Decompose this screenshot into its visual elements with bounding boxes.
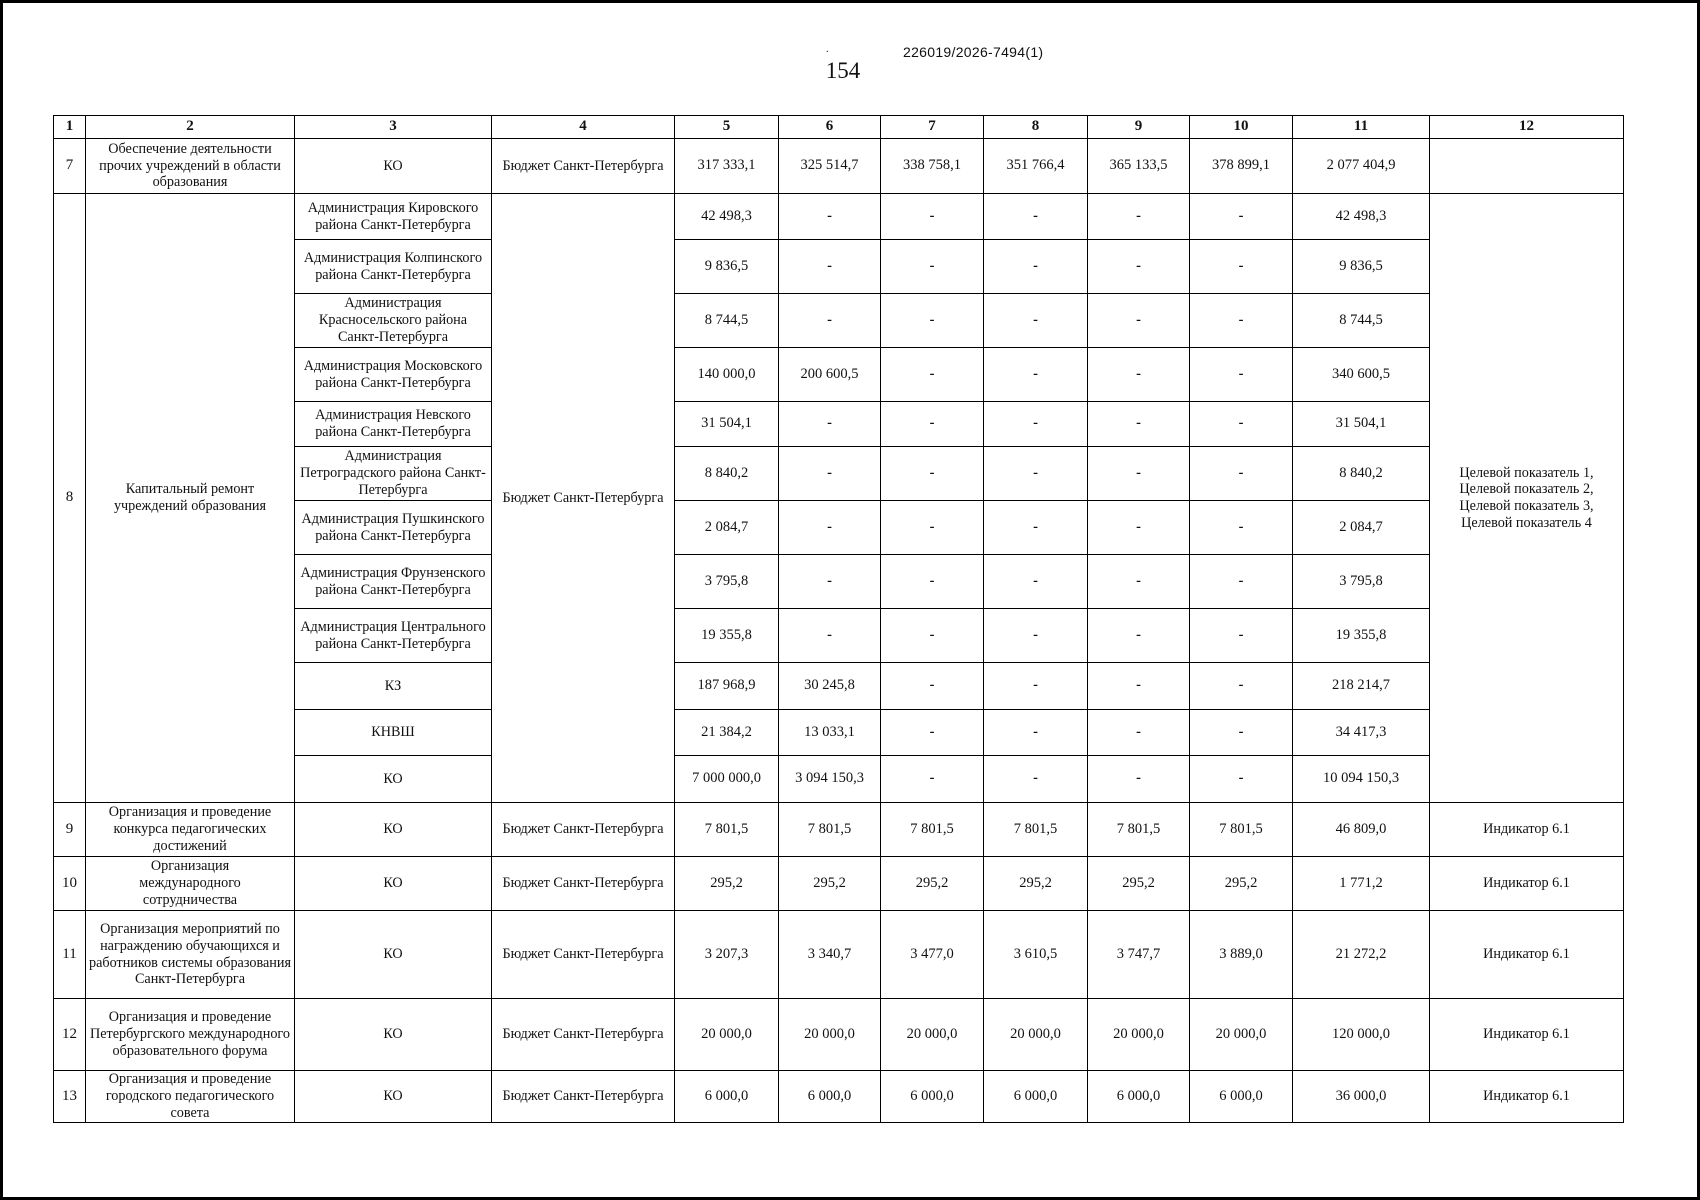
executor: КЗ [295,663,492,710]
activity-name: Обеспечение деятельности прочих учреждений в области образования [86,139,295,194]
value-cell: - [1088,609,1190,663]
activity-name: Капитальный ремонт учреждений образования [86,194,295,803]
row-number: 11 [54,911,86,999]
executor: Администрация Пушкинского района Санкт-Петербурга [295,501,492,555]
value-cell: 378 899,1 [1190,139,1293,194]
total-cell: 21 272,2 [1293,911,1430,999]
value-cell: 365 133,5 [1088,139,1190,194]
value-cell: 6 000,0 [984,1071,1088,1123]
value-cell: - [1190,663,1293,710]
value-cell: 295,2 [881,857,984,911]
total-cell: 19 355,8 [1293,609,1430,663]
activity-name: Организация и проведение конкурса педагогических достижений [86,803,295,857]
value-cell: - [1190,402,1293,447]
value-cell: - [779,609,881,663]
value-cell: 6 000,0 [1088,1071,1190,1123]
column-header: 1 [54,116,86,139]
funding-source: Бюджет Санкт-Петербурга [492,857,675,911]
value-cell: - [1190,294,1293,348]
value-cell: 3 340,7 [779,911,881,999]
table-row [54,139,1624,194]
row-number: 7 [54,139,86,194]
value-cell: - [779,402,881,447]
value-cell: - [1088,402,1190,447]
document-code: 226019/2026-7494(1) [903,44,1044,60]
column-header: 5 [675,116,779,139]
value-cell: 6 000,0 [779,1071,881,1123]
total-cell: 34 417,3 [1293,710,1430,756]
value-cell: - [984,402,1088,447]
value-cell: 42 498,3 [675,194,779,240]
value-cell: - [1190,555,1293,609]
table-row [54,857,1624,911]
table-row [54,911,1624,999]
value-cell: 3 094 150,3 [779,756,881,803]
value-cell: 8 744,5 [675,294,779,348]
value-cell: 6 000,0 [675,1071,779,1123]
value-cell: 30 245,8 [779,663,881,710]
page-number: 154 [825,58,861,83]
value-cell: 20 000,0 [779,999,881,1071]
value-cell: - [1088,447,1190,501]
value-cell: 3 610,5 [984,911,1088,999]
value-cell: - [1088,294,1190,348]
value-cell: 295,2 [675,857,779,911]
value-cell: 6 000,0 [1190,1071,1293,1123]
value-cell: - [984,240,1088,294]
value-cell: 3 207,3 [675,911,779,999]
value-cell: - [779,555,881,609]
table-row [54,194,1624,240]
value-cell: - [984,756,1088,803]
value-cell: - [1088,710,1190,756]
value-cell: - [1088,194,1190,240]
indicator-cell: Индикатор 6.1 [1430,1071,1624,1123]
total-cell: 42 498,3 [1293,194,1430,240]
value-cell: 20 000,0 [675,999,779,1071]
value-cell: - [984,555,1088,609]
indicator-cell [1430,139,1624,194]
value-cell: 7 801,5 [1190,803,1293,857]
value-cell: 295,2 [1190,857,1293,911]
value-cell: - [1190,501,1293,555]
value-cell: 3 889,0 [1190,911,1293,999]
value-cell: 13 033,1 [779,710,881,756]
value-cell: - [881,402,984,447]
value-cell: - [984,348,1088,402]
total-cell: 46 809,0 [1293,803,1430,857]
executor: Администрация Фрунзенского района Санкт-Петербурга [295,555,492,609]
executor: КО [295,756,492,803]
value-cell: 8 840,2 [675,447,779,501]
value-cell: 20 000,0 [1088,999,1190,1071]
value-cell: 3 747,7 [1088,911,1190,999]
value-cell: - [881,348,984,402]
value-cell: - [881,756,984,803]
value-cell: 2 084,7 [675,501,779,555]
funding-source: Бюджет Санкт-Петербурга [492,911,675,999]
value-cell: 3 477,0 [881,911,984,999]
value-cell: 7 801,5 [881,803,984,857]
value-cell: - [779,501,881,555]
value-cell: 295,2 [779,857,881,911]
value-cell: - [881,194,984,240]
value-cell: 295,2 [1088,857,1190,911]
value-cell: - [984,663,1088,710]
value-cell: - [984,609,1088,663]
value-cell: 140 000,0 [675,348,779,402]
value-cell: 9 836,5 [675,240,779,294]
value-cell: - [1190,447,1293,501]
column-header: 11 [1293,116,1430,139]
column-header: 3 [295,116,492,139]
executor: Администрация Красносельского района Санкт-Петербурга [295,294,492,348]
total-cell: 1 771,2 [1293,857,1430,911]
value-cell: - [881,555,984,609]
indicator-cell: Целевой показатель 1, Целевой показатель 2, Целевой показатель 3, Целевой показатель 4 [1430,194,1624,803]
value-cell: - [881,609,984,663]
value-cell: - [779,447,881,501]
activity-name: Организация международного сотрудничества [86,857,295,911]
total-cell: 218 214,7 [1293,663,1430,710]
value-cell: - [1088,663,1190,710]
column-number-row [54,116,1624,139]
funding-source: Бюджет Санкт-Петербурга [492,1071,675,1123]
value-cell: - [779,194,881,240]
row-number: 13 [54,1071,86,1123]
total-cell: 2 077 404,9 [1293,139,1430,194]
executor: КО [295,1071,492,1123]
indicator-cell: Индикатор 6.1 [1430,803,1624,857]
funding-source: Бюджет Санкт-Петербурга [492,803,675,857]
total-cell: 2 084,7 [1293,501,1430,555]
indicator-cell: Индикатор 6.1 [1430,911,1624,999]
value-cell: 325 514,7 [779,139,881,194]
value-cell: 187 968,9 [675,663,779,710]
total-cell: 3 795,8 [1293,555,1430,609]
column-header: 12 [1430,116,1624,139]
value-cell: 7 801,5 [675,803,779,857]
value-cell: - [881,663,984,710]
value-cell: - [1190,710,1293,756]
value-cell: - [984,294,1088,348]
executor: Администрация Кировского района Санкт-Петербурга [295,194,492,240]
row-number: 8 [54,194,86,803]
value-cell: - [1190,756,1293,803]
value-cell: - [1190,348,1293,402]
value-cell: 20 000,0 [984,999,1088,1071]
value-cell: - [1088,555,1190,609]
table-row [54,1071,1624,1123]
value-cell: 19 355,8 [675,609,779,663]
value-cell: 295,2 [984,857,1088,911]
value-cell: - [881,240,984,294]
value-cell: 351 766,4 [984,139,1088,194]
executor: КО [295,857,492,911]
value-cell: 20 000,0 [881,999,984,1071]
scan-dot: . [826,44,829,55]
value-cell: - [1088,240,1190,294]
value-cell: 20 000,0 [1190,999,1293,1071]
table-row [54,803,1624,857]
indicator-cell: Индикатор 6.1 [1430,857,1624,911]
column-header: 10 [1190,116,1293,139]
total-cell: 340 600,5 [1293,348,1430,402]
value-cell: 338 758,1 [881,139,984,194]
value-cell: - [984,501,1088,555]
funding-source: Бюджет Санкт-Петербурга [492,194,675,803]
activity-name: Организация мероприятий по награждению обучающихся и работников системы образования Санкт-Петербурга [86,911,295,999]
value-cell: - [1088,501,1190,555]
value-cell: - [1088,756,1190,803]
column-header: 8 [984,116,1088,139]
table-row [54,999,1624,1071]
budget-table [53,115,1624,1123]
value-cell: - [1190,240,1293,294]
column-header: 4 [492,116,675,139]
funding-source: Бюджет Санкт-Петербурга [492,999,675,1071]
executor: Администрация Невского района Санкт-Петербурга [295,402,492,447]
executor: Администрация Центрального района Санкт-Петербурга [295,609,492,663]
column-header: 9 [1088,116,1190,139]
total-cell: 8 744,5 [1293,294,1430,348]
row-number: 10 [54,857,86,911]
activity-name: Организация и проведение городского педагогического совета [86,1071,295,1123]
executor: КО [295,139,492,194]
column-header: 7 [881,116,984,139]
value-cell: - [984,194,1088,240]
executor: Администрация Московского района Санкт-Петербурга [295,348,492,402]
value-cell: 21 384,2 [675,710,779,756]
total-cell: 120 000,0 [1293,999,1430,1071]
column-header: 2 [86,116,295,139]
row-number: 12 [54,999,86,1071]
executor: Администрация Колпинского района Санкт-Петербурга [295,240,492,294]
value-cell: - [1088,348,1190,402]
executor: КО [295,999,492,1071]
value-cell: 31 504,1 [675,402,779,447]
total-cell: 9 836,5 [1293,240,1430,294]
funding-source: Бюджет Санкт-Петербурга [492,139,675,194]
value-cell: 200 600,5 [779,348,881,402]
value-cell: 6 000,0 [881,1071,984,1123]
row-number: 9 [54,803,86,857]
value-cell: 7 801,5 [779,803,881,857]
executor: Администрация Петроградского района Санкт-Петербурга [295,447,492,501]
value-cell: 7 801,5 [984,803,1088,857]
value-cell: - [1190,194,1293,240]
value-cell: 317 333,1 [675,139,779,194]
total-cell: 8 840,2 [1293,447,1430,501]
value-cell: - [779,240,881,294]
column-header: 6 [779,116,881,139]
total-cell: 31 504,1 [1293,402,1430,447]
value-cell: - [984,447,1088,501]
value-cell: 7 801,5 [1088,803,1190,857]
activity-name: Организация и проведение Петербургского международного образовательного форума [86,999,295,1071]
indicator-cell: Индикатор 6.1 [1430,999,1624,1071]
total-cell: 36 000,0 [1293,1071,1430,1123]
total-cell: 10 094 150,3 [1293,756,1430,803]
value-cell: - [984,710,1088,756]
value-cell: - [881,710,984,756]
value-cell: - [779,294,881,348]
value-cell: - [881,447,984,501]
executor: КО [295,803,492,857]
value-cell: 3 795,8 [675,555,779,609]
value-cell: - [1190,609,1293,663]
value-cell: - [881,501,984,555]
value-cell: - [881,294,984,348]
executor: КО [295,911,492,999]
executor: КНВШ [295,710,492,756]
value-cell: 7 000 000,0 [675,756,779,803]
